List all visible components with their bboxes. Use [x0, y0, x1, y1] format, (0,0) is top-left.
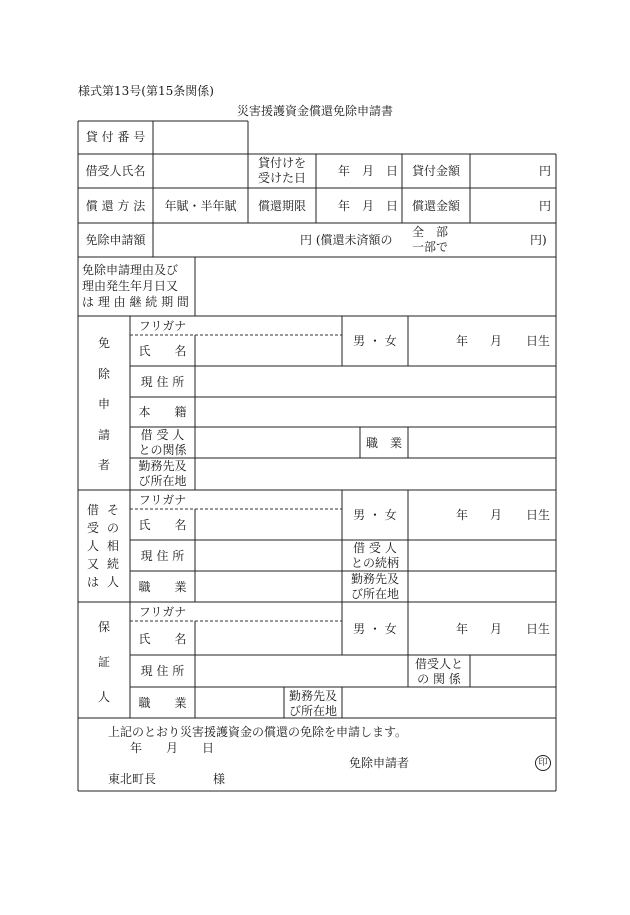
addressee: 東北町長 — [108, 772, 157, 786]
repay-amount-label: 償還金額 — [411, 199, 460, 213]
applicant-workplace-label-2: び所在地 — [138, 474, 187, 488]
applicant-occupation-label: 職 業 — [365, 436, 402, 450]
repay-period-day: 日 — [386, 199, 399, 213]
repay-period-month: 月 — [362, 199, 375, 213]
guarantor-occupation-label: 職 業 — [138, 696, 187, 710]
successor-group-char: 借 — [87, 503, 100, 517]
applicant-group-char: 申 — [97, 397, 110, 411]
guarantor-group-char: 証 — [97, 655, 110, 669]
successor-group-char: は — [87, 575, 100, 589]
successor-workplace-label-2: び所在地 — [350, 587, 399, 601]
applicant-group-char: 請 — [97, 428, 110, 442]
successor-group-char: 又 — [87, 557, 100, 571]
seal-mark: 印 — [535, 755, 551, 771]
repay-amount-yen: 円 — [539, 199, 552, 213]
applicant-birth-day: 日生 — [526, 334, 551, 348]
applicant-group-char: 免 — [97, 336, 110, 350]
unpaid-note: 円 (償還未済額の — [300, 233, 393, 247]
guarantor-workplace-label-1: 勤務先及 — [288, 689, 337, 703]
successor-birth-month: 月 — [490, 508, 503, 522]
successor-relation-label-1: 借 受 人 — [353, 541, 397, 555]
sign-date-month: 月 — [166, 741, 179, 755]
applicant-relation-label-2: との関係 — [138, 443, 187, 457]
guarantor-birth-year: 年 — [456, 622, 469, 636]
successor-name-label: 氏 名 — [138, 518, 187, 532]
successor-workplace-label-1: 勤務先及 — [350, 572, 399, 586]
successor-group-char: そ — [107, 503, 120, 517]
guarantor-furigana-label: フリガナ — [138, 605, 187, 619]
reason-label-1: 免除申請理由及び — [82, 263, 179, 277]
loan-date-year: 年 — [338, 164, 351, 178]
loan-date-day: 日 — [386, 164, 399, 178]
applicant-furigana-label: フリガナ — [138, 319, 187, 333]
applicant-birth-month: 月 — [490, 334, 503, 348]
guarantor-group-char: 人 — [97, 690, 110, 704]
successor-birth-year: 年 — [456, 508, 469, 522]
guarantor-group-char: 保 — [97, 620, 110, 634]
successor-relation-label-2: との続柄 — [350, 556, 399, 570]
guarantor-name-label: 氏 名 — [138, 632, 187, 646]
yen-close: 円) — [530, 233, 547, 247]
guarantor-sex: 男 ・ 女 — [353, 622, 397, 636]
loan-amount-yen: 円 — [539, 164, 552, 178]
successor-group-char: 続 — [107, 557, 120, 571]
successor-birth-day: 日生 — [526, 508, 551, 522]
repay-method-label: 償 還 方 法 — [85, 199, 146, 213]
successor-group-char: 人 — [87, 539, 100, 553]
form-title: 災害援護資金償還免除申請書 — [236, 104, 393, 118]
successor-group-char: 人 — [107, 575, 120, 589]
repay-method-value: 年賦・半年賦 — [164, 199, 237, 213]
repay-period-label: 償還期限 — [257, 199, 306, 213]
applicant-birth-year: 年 — [456, 334, 469, 348]
sign-date-day: 日 — [202, 741, 215, 755]
successor-furigana-label: フリガナ — [138, 493, 187, 507]
all-label: 全 部 — [412, 225, 449, 239]
applicant-address-label: 現 住 所 — [140, 375, 185, 389]
loan-date-label-1: 貸付けを — [257, 156, 306, 170]
loan-amount-label: 貸付金額 — [411, 164, 460, 178]
loan-number-label: 貸 付 番 号 — [85, 130, 146, 144]
applicant-group-char: 除 — [97, 367, 110, 381]
guarantor-birth-day: 日生 — [526, 622, 551, 636]
guarantor-birth-month: 月 — [490, 622, 503, 636]
applicant-group-char: 者 — [97, 458, 110, 472]
successor-group-char: 受 — [87, 521, 100, 535]
part-label: 一部で — [412, 240, 449, 254]
guarantor-relation-label-2: の 関 係 — [417, 672, 461, 686]
loan-date-month: 月 — [362, 164, 375, 178]
application-statement: 上記のとおり災害援護資金の償還の免除を申請します。 — [108, 725, 408, 739]
successor-address-label: 現 住 所 — [140, 549, 185, 563]
applicant-sign-label: 免除申請者 — [349, 756, 410, 770]
guarantor-relation-label-1: 借受人と — [414, 657, 463, 671]
successor-sex: 男 ・ 女 — [353, 508, 397, 522]
successor-group-char: 相 — [107, 539, 120, 553]
applicant-relation-label-1: 借 受 人 — [140, 428, 185, 442]
applicant-domicile-label: 本 籍 — [138, 405, 187, 419]
successor-occupation-label: 職 業 — [138, 580, 187, 594]
applicant-workplace-label-1: 勤務先及 — [138, 459, 187, 473]
sign-date-year: 年 — [130, 741, 143, 755]
successor-group-char: の — [107, 521, 120, 535]
loan-date-label-2: 受けた日 — [257, 171, 306, 185]
repay-period-year: 年 — [338, 199, 351, 213]
addressee-sama: 様 — [213, 772, 226, 786]
reason-label-3: は 理 由 継 続 期 間 — [82, 295, 189, 309]
borrower-name-label: 借受人氏名 — [85, 164, 146, 178]
guarantor-workplace-label-2: び所在地 — [288, 704, 337, 718]
reason-label-2: 理由発生年月日又 — [82, 279, 179, 293]
exemption-amount-label: 免除申請額 — [85, 233, 146, 247]
applicant-sex: 男 ・ 女 — [353, 334, 397, 348]
applicant-name-label: 氏 名 — [138, 344, 187, 358]
guarantor-address-label: 現 住 所 — [140, 664, 185, 678]
form-number: 様式第13号(第15条関係) — [78, 84, 214, 98]
